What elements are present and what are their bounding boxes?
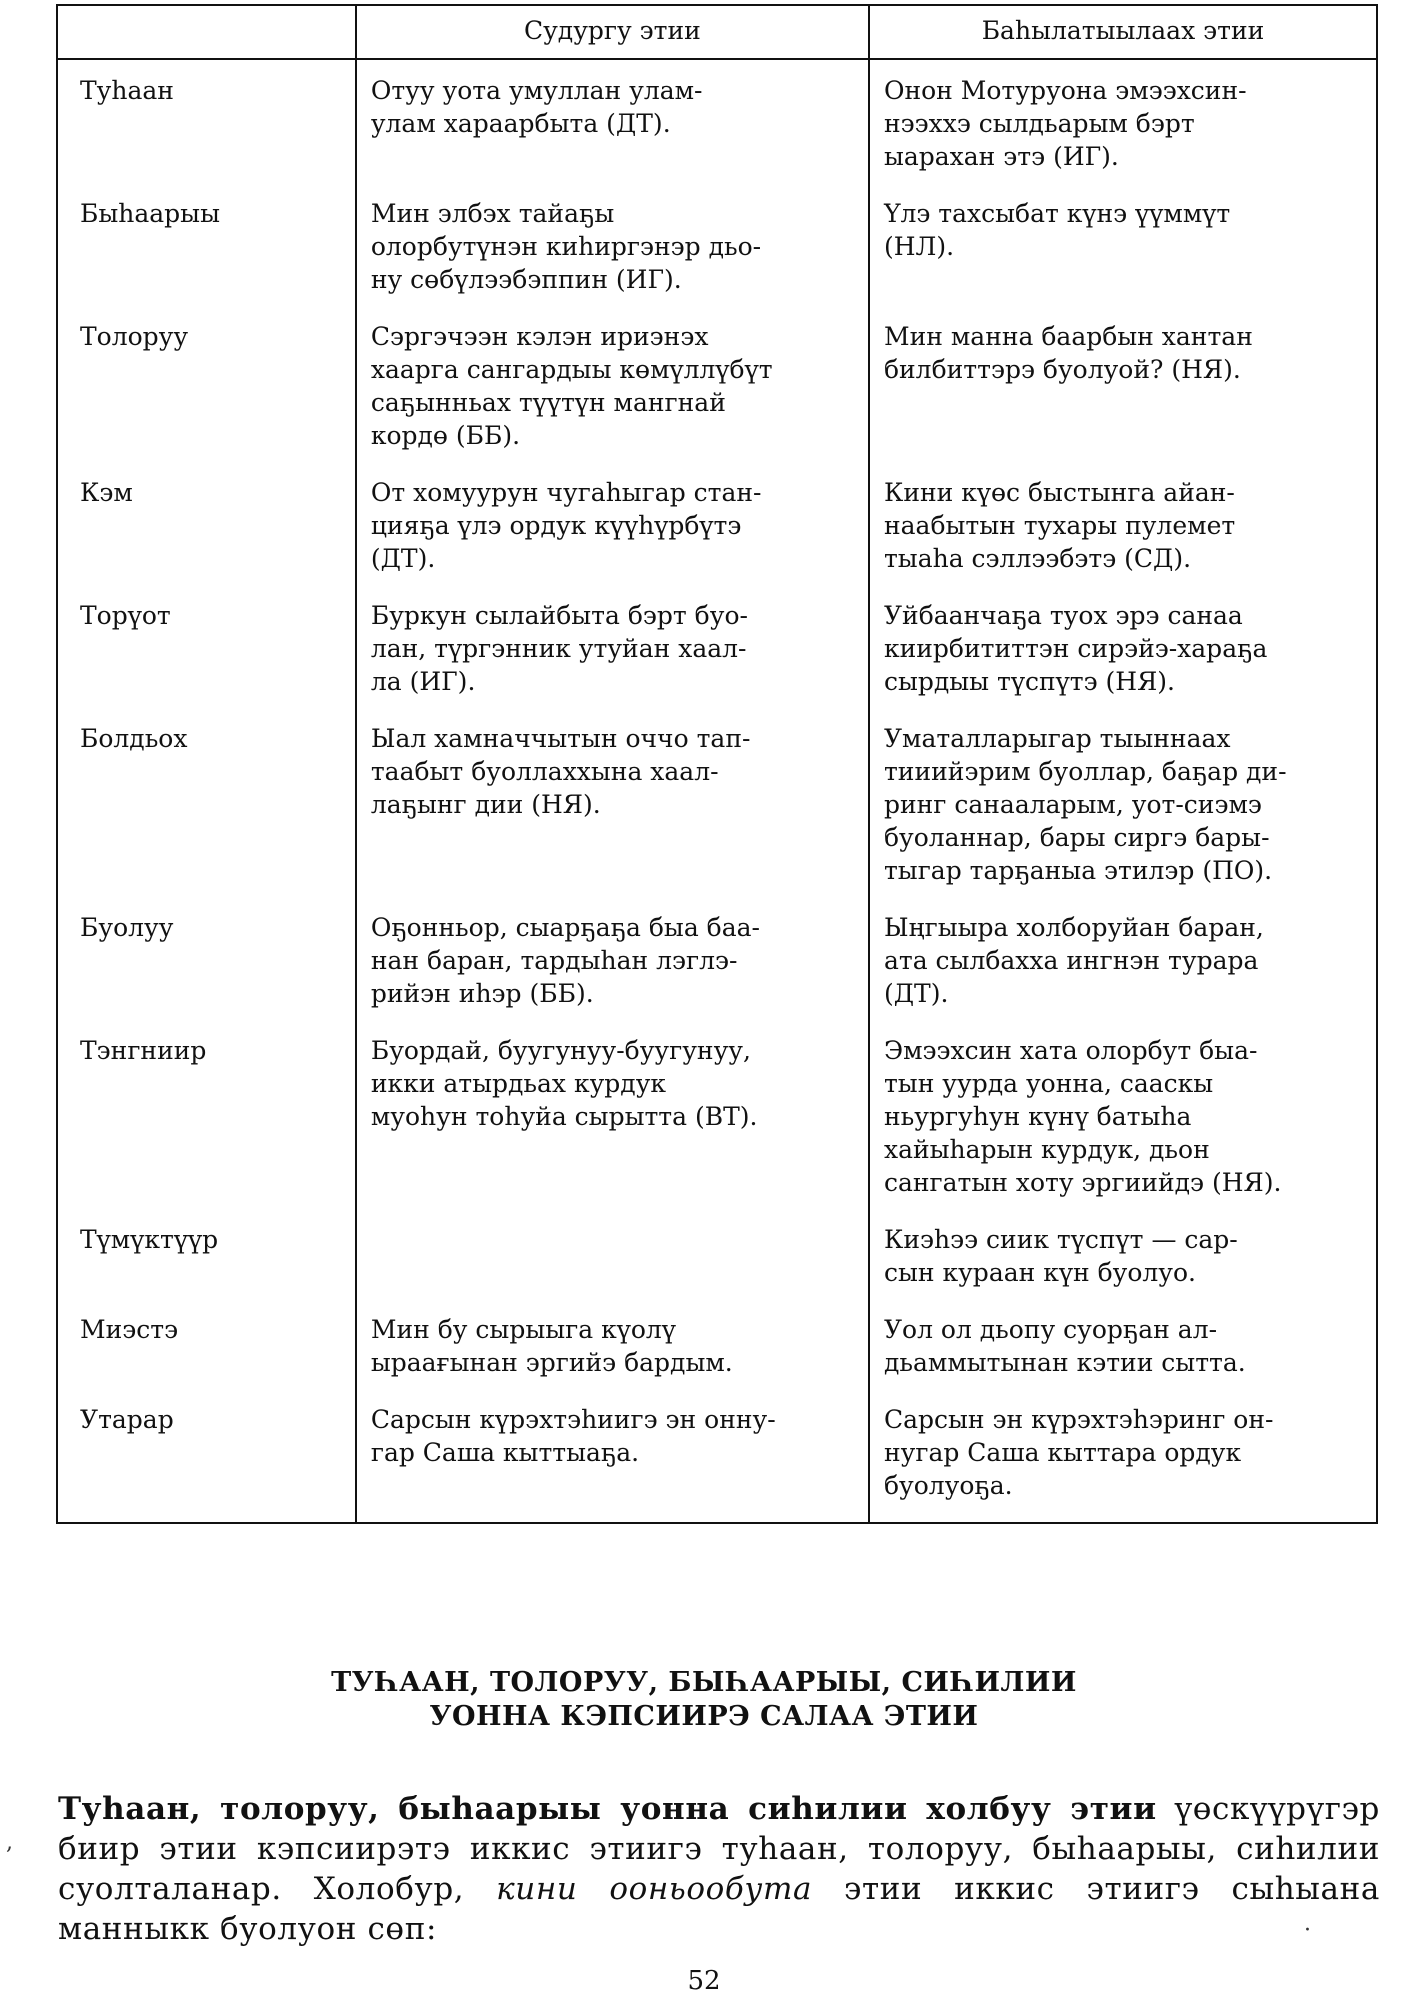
row-term: Түмүктүүр (80, 1225, 219, 1254)
row-indirect-example-cell (869, 1389, 1377, 1523)
row-indirect-example: Уйбаанчаҕа туох эрэ санаа киирбититтэн сирэйэ-хараҕа сырдыы түспүтэ (НЯ). (883, 601, 1268, 696)
row-direct-example-cell (356, 897, 869, 1020)
section-title (0, 1666, 1408, 1734)
row-indirect-example: Уол ол дьопу суорҕан ал- дьаммытынан кэтии сытта. (883, 1315, 1246, 1377)
row-direct-example-cell (356, 183, 869, 306)
table-row (57, 1389, 1377, 1523)
row-indirect-example-cell (869, 897, 1377, 1020)
row-term-cell (57, 1299, 356, 1389)
table-row (57, 1020, 1377, 1209)
row-term: Утарар (80, 1405, 174, 1434)
row-direct-example: Сэргэчээн кэлэн ириэнэх хаарга сангардыы көмүллүбүт саҕынньах түүтүн мангнай кордө (ББ). (370, 322, 773, 450)
row-term-cell (57, 183, 356, 306)
row-indirect-example-cell (869, 1020, 1377, 1209)
row-term-cell (57, 897, 356, 1020)
table-row (57, 897, 1377, 1020)
table-row (57, 462, 1377, 585)
row-direct-example: От хомуурун чугаһыгар стан- цияҕа үлэ ордук күүһүрбүтэ (ДТ). (370, 478, 762, 573)
row-term-cell (57, 59, 356, 183)
paragraph-text-1: үөскүүрүгэр биир этии кэпсиирэтэ иккис этиигэ туһаан, толоруу, быһаарыы, сиһилии суолталанар. Холобур, (58, 1791, 1380, 1907)
row-indirect-example: Ыңгыыра холборуйан баран, ата сылбаххa ингнэн турара (ДТ). (883, 913, 1264, 1008)
row-direct-example-cell (356, 1389, 869, 1523)
row-direct-example-cell (356, 462, 869, 585)
row-indirect-example-cell (869, 306, 1377, 462)
table-row (57, 1209, 1377, 1299)
row-indirect-example-cell (869, 462, 1377, 585)
section-title-line-1: ТУҺААН, ТОЛОРУУ, БЫҺААРЫЫ, СИҺИЛИИ (331, 1667, 1077, 1698)
row-term-cell (57, 1209, 356, 1299)
row-term-cell (57, 462, 356, 585)
row-indirect-example: Онон Мотуруона эмээхсин- нээххэ сылдьарым бэрт ыарахан этэ (ИГ). (883, 76, 1247, 171)
table-row (57, 183, 1377, 306)
row-term: Тэнгниир (80, 1036, 207, 1065)
row-direct-example: Оҕонньор, сыарҕаҕа быа баа- нан баран, тардыһан лэглэ- рийэн иһэр (ББ). (370, 913, 760, 1008)
row-indirect-example: Уматалларыгар тыыннаах тииийэрим буоллар, баҕар ди- ринг санааларым, уот-сиэмэ буоланнар, бары сиргэ бары- тыгар тарҕаныа этилэр (ПО). (883, 724, 1287, 885)
row-indirect-example-cell (869, 708, 1377, 897)
row-direct-example-cell (356, 585, 869, 708)
paragraph-example: кини ооньообута (496, 1871, 813, 1907)
row-direct-example: Буордай, буугунуу-буугунуу, икки атырдьах курдук муоһун тоһуйа сырытта (ВТ). (370, 1036, 758, 1131)
row-indirect-example: Сарсын эн күрэхтэһэринг он- нугар Саша кыттара ордук буолуоҕа. (883, 1405, 1274, 1500)
header-indirect: Баһылатыылаах этии (869, 5, 1377, 59)
page-number: 52 (687, 1966, 721, 1996)
header-direct: Судургу этии (356, 5, 869, 59)
stray-dot-mark: · (1304, 1918, 1311, 1943)
row-direct-example-cell (356, 708, 869, 897)
row-term-cell (57, 1389, 356, 1523)
paragraph-lead: Туһаан, толоруу, быһаарыы уонна сиһилии холбуу этии (58, 1791, 1157, 1827)
row-direct-example-cell (356, 1020, 869, 1209)
row-direct-example: Мин элбэх тайаҕы олорбутүнэн киһиргэнэр дьо- ну сөбүлээбэппин (ИГ). (370, 199, 762, 294)
row-indirect-example: Эмээхсин хата олорбут быа- тын уурда уонна, сааскы ньургуһун күнү батыһа хайыһарын курдук, дьон сангатын хоту эргиийдэ (НЯ). (883, 1036, 1282, 1197)
row-direct-example-cell (356, 59, 869, 183)
table-row (57, 1299, 1377, 1389)
row-direct-example: Отуу уота умуллан улам- улам хараарбыта (ДТ). (370, 76, 703, 138)
table-header-row (57, 5, 1377, 59)
table-row (57, 585, 1377, 708)
row-indirect-example: Мин манна баарбын хантан билбиттэрэ буолуой? (НЯ). (883, 322, 1253, 384)
row-indirect-example: Үлэ тахсыбат күнэ үүммүт (НЛ). (883, 199, 1231, 261)
row-indirect-example: Киэһээ сиик түспүт — сар- сын кураан күн буолуо. (883, 1225, 1238, 1287)
row-direct-example: Буркун сылайбыта бэрт буо- лан, түргэнник утуйан хаал- ла (ИГ). (370, 601, 748, 696)
row-indirect-example-cell (869, 585, 1377, 708)
row-direct-example: Сарсын күрэхтэһиигэ эн онну- гар Саша кыттыаҕа. (370, 1405, 776, 1467)
table-row (57, 306, 1377, 462)
margin-mark: , (6, 1830, 13, 1855)
row-direct-example-cell (356, 306, 869, 462)
row-term: Торүот (80, 601, 171, 630)
row-term-cell (57, 708, 356, 897)
header-term (57, 5, 356, 59)
table-row (57, 708, 1377, 897)
row-term: Толоруу (80, 322, 189, 351)
row-direct-example: Мин бу сырыыга күолү ыраағынан эргийэ бардым. (370, 1315, 733, 1377)
row-term: Буолуу (80, 913, 174, 942)
row-indirect-example-cell (869, 1209, 1377, 1299)
sentence-types-table (56, 4, 1378, 1524)
row-indirect-example-cell (869, 59, 1377, 183)
row-term: Болдьох (80, 724, 188, 753)
row-term: Кэм (80, 478, 133, 507)
section-title-line-2: УОННА КЭПСИИРЭ САЛАА ЭТИИ (429, 1701, 979, 1732)
row-indirect-example-cell (869, 183, 1377, 306)
row-indirect-example-cell (869, 1299, 1377, 1389)
row-direct-example-cell (356, 1209, 869, 1299)
row-term: Миэстэ (80, 1315, 179, 1344)
row-direct-example-cell (356, 1299, 869, 1389)
table-row (57, 59, 1377, 183)
row-term: Быһаарыы (80, 199, 220, 228)
row-term-cell (57, 1020, 356, 1209)
row-term-cell (57, 306, 356, 462)
row-term: Туһаан (80, 76, 174, 105)
row-indirect-example: Кини күөс быстынга айан- наабытын тухары пулемет тыаһа сэллээбэтэ (СД). (883, 478, 1236, 573)
row-direct-example: Ыал хамначчытын оччо тап- таабыт буоллаххына хаал- лаҕынг дии (НЯ). (370, 724, 751, 819)
body-paragraph (58, 1789, 1380, 1949)
row-term-cell (57, 585, 356, 708)
paragraph-text-2: этии иккис этиигэ сыһыана манныкк буолуон сөп: (58, 1871, 1380, 1947)
